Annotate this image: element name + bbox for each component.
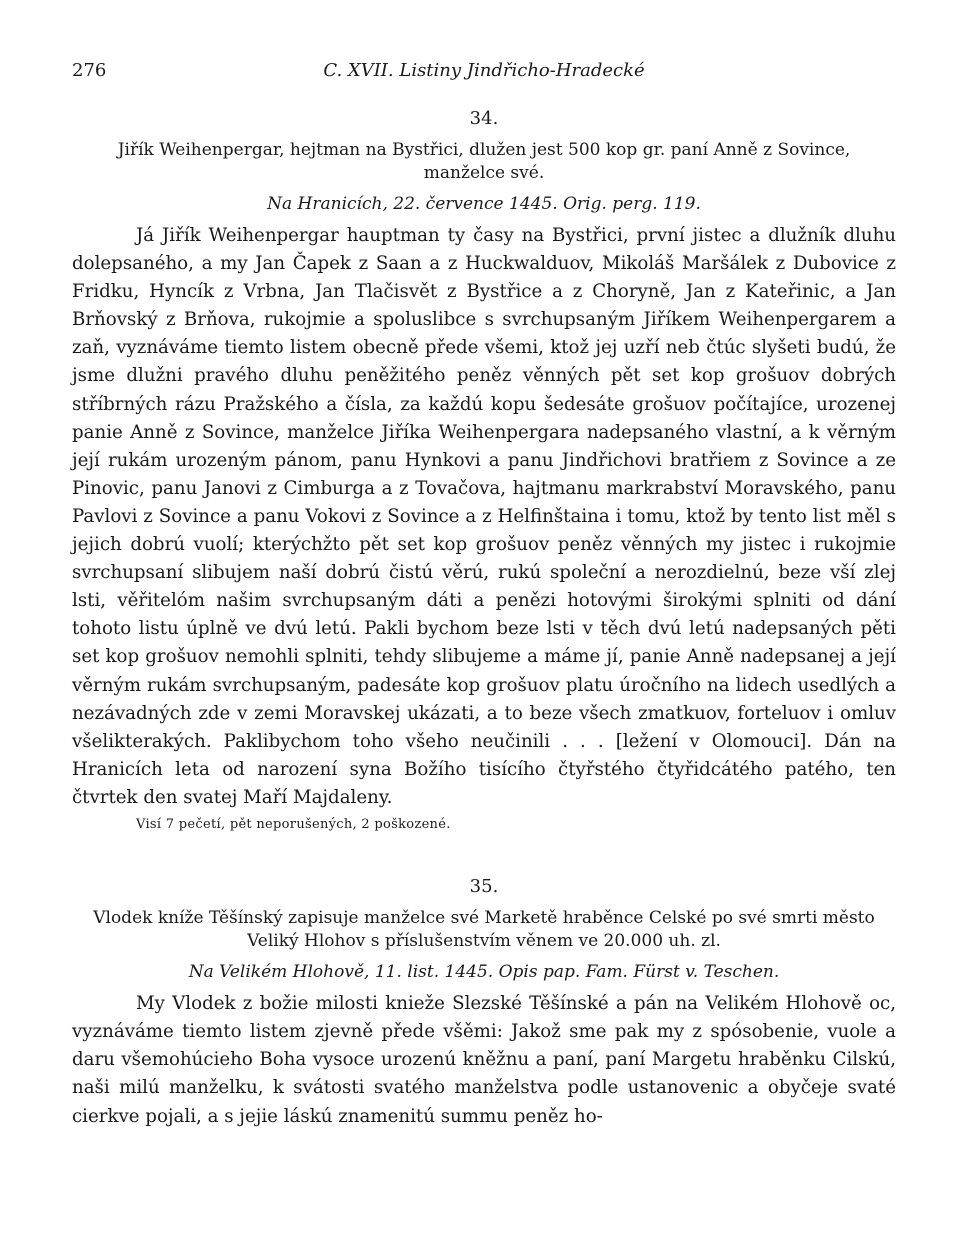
document-34 — [72, 106, 896, 834]
document-number: 34. — [469, 108, 499, 129]
document-text: My Vlodek z božie milosti knieže Slezské Těšínské a pán na Velikém Hlohově oc, vyznáváme tiemto listem zjevně přede všěmi: Jakož sme pak my z spósobenie, vuole a daru všemohúcieho Boha vysoce urozenú kněžnu a paní, paní Margetu hraběnku Cilskú, naši milú manželku, k svátosti svatého manželstva podle ustanovenic a obyčeje svaté cierkve pojali, a s jejie láskú znamenitú summu peněz ho- — [72, 993, 896, 1127]
page-header — [72, 50, 896, 80]
seal-note: Visí 7 pečetí, pět neporušených, 2 poškozené. — [136, 816, 451, 832]
page-number: 276 — [72, 60, 107, 81]
document-dating: Na Hranicích, 22. července 1445. Orig. perg. 119. — [267, 194, 701, 215]
document-35 — [72, 874, 896, 1130]
document-number: 35. — [469, 876, 499, 898]
book-page — [72, 50, 896, 1131]
document-summary: Jiřík Weihenpergar, hejtman na Bystřici, dlužen jest 500 kop gr. paní Anně z Sovince, manželce své. — [117, 140, 851, 184]
document-text: Já Jiřík Weihenpergar hauptman ty časy na Bystřici, první jistec a dlužník dluhu dolepsaného, a my Jan Čapek z Saan a z Huckwalduov, Mikoláš Maršálek z Dubovice z Fridku, Hyncík z Vrbna, Jan Tlačisvět z Bystřice a z Choryně, Jan z Kateřinic, a Jan Brňovský z Brňova, rukojmie a spoluslibce s svrchupsaným Jiříkem Weihenpergarem a zaň, vyznáváme tiemto listem obecně přede všemi, ktož jej uzří neb čtúc slyšeti budú, že jsme dlužni pravého dluhu peněžitého peněz věnných pět set kop grošuov dobrých stříbrných rázu Pražského a čísla, za každú kopu šedesáte grošuov počítajíce, urozenej panie Anně z Sovince, manželce Jiříka Weihenpergara nadepsaného vlastní, a k věrným její rukám urozeným pánom, panu Hynkovi a panu Jindřichovi bratřiem z Sovince a ze Pinovic, panu Janovi z Cimburga a z Tovačova, hajtmanu markrabství Moravského, panu Pavlovi z Sovince a panu Vokovi z Sovince a z Helfinštaina i tomu, ktož by tento list měl s jejich dobrú vuolí; kterýchžto pět set kop grošuov peněz věnných my jistec i rukojmie svrchupsaní slibujem naší dobrú čistú věrú, rukú společní a nerozdielnú, beze vší zlej lsti, věřitelóm našim svrchupsaným dáti a penězi hotovými širokými splniti od dání tohoto listu úplně ve dvú letú. Pakli bychom beze lsti v těch dvú letú nadepsaných pěti set kop grošuov nemohli splniti, tehdy slibujeme a máme jí, panie Anně nadepsanej a její věrným rukám svrchupsaným, padesáte kop grošuov platu úročního na lidech usedlých a nezávadných zde v zemi Moravskej ukázati, a to beze všech zmatkuov, forteluov i omluv všelikterakých. Paklibychom toho všeho neučinili . . . [ležení v Olomouci]. Dán na Hranicích leta od narození syna Božího tisícího čtyřstého čtyřidcátého patého, ten čtvrtek den svatej Maří Majdaleny. — [72, 225, 896, 808]
running-title: C. XVII. Listiny Jindřicho-Hradecké — [323, 60, 645, 81]
document-dating: Na Velikém Hlohově, 11. list. 1445. Opis pap. Fam. Fürst v. Teschen. — [188, 962, 780, 983]
document-summary: Vlodek kníže Těšínský zapisuje manželce své Marketě hraběnce Celské po své smrti město Veliký Hlohov s příslušenstvím věnem ve 20.000 uh. zl. — [93, 908, 875, 952]
